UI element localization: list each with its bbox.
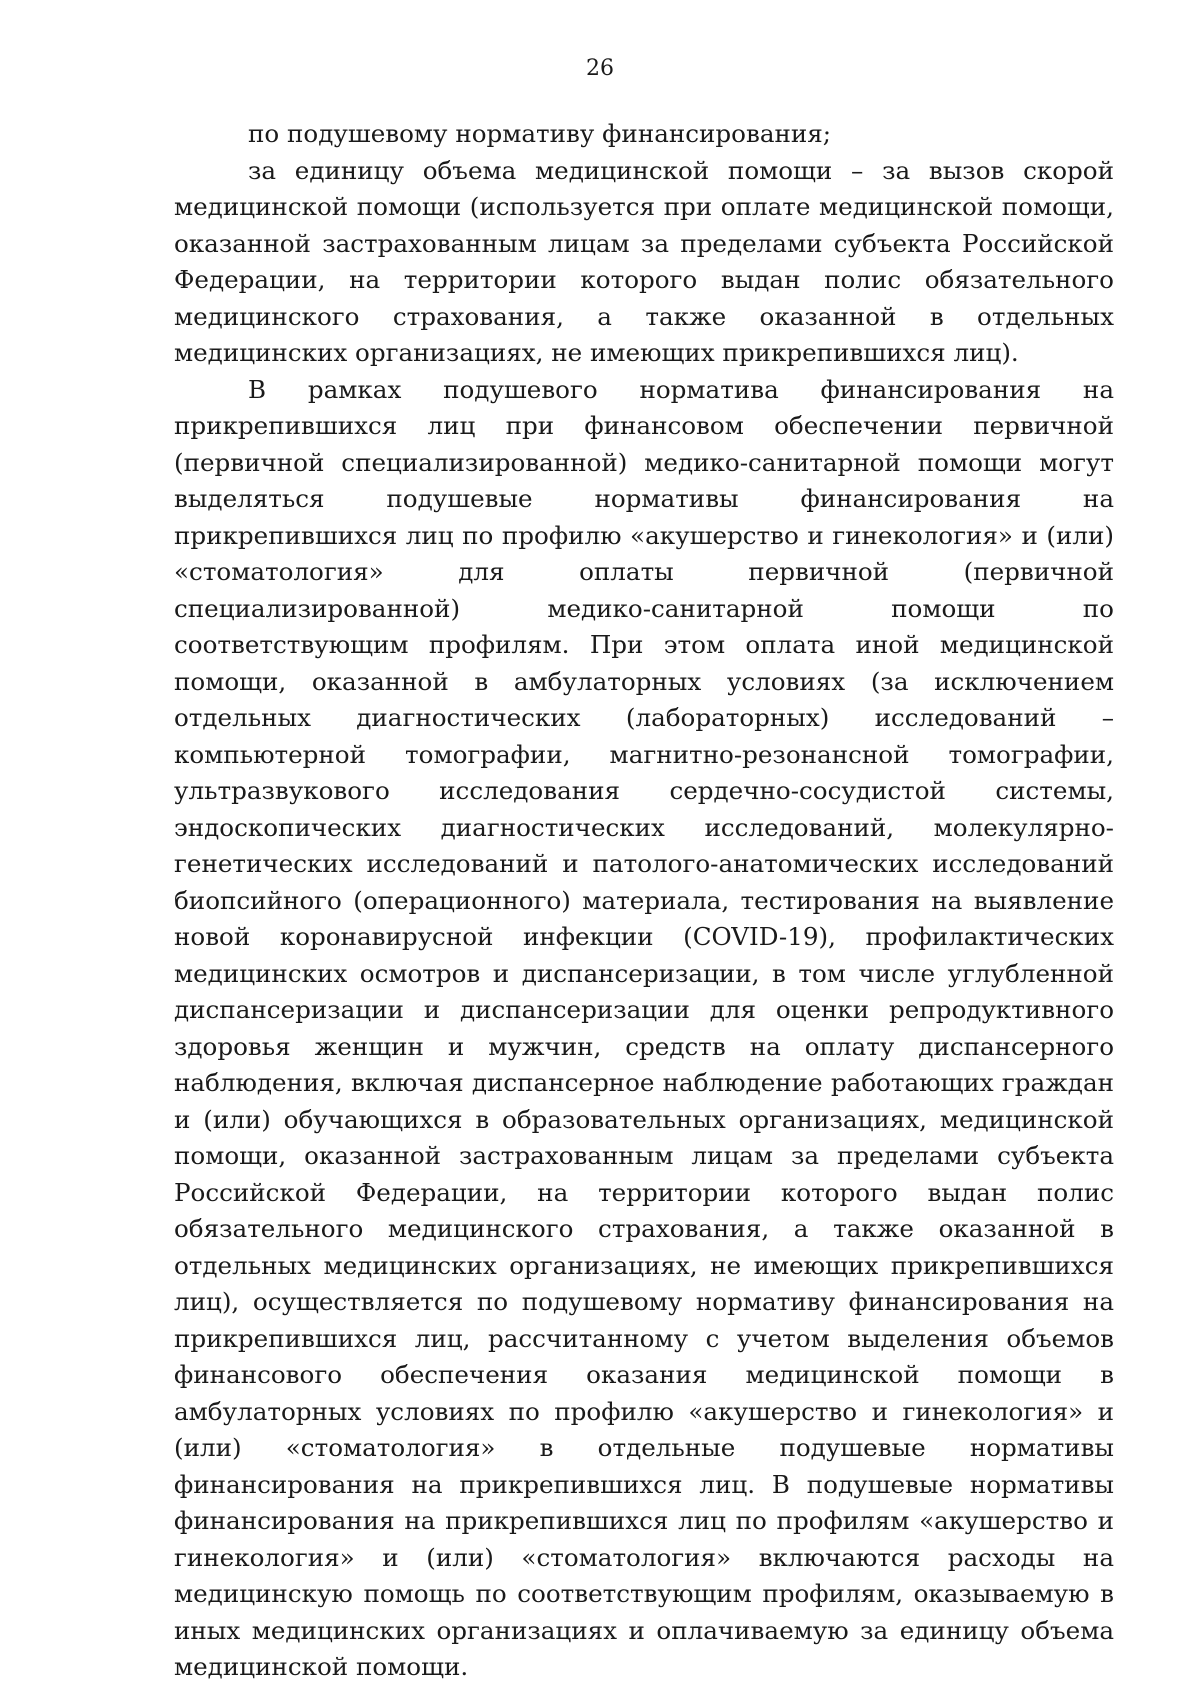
paragraph: по подушевому нормативу финансирования;	[248, 119, 832, 148]
page-number: 26	[586, 56, 614, 81]
document-body	[174, 116, 1114, 1686]
paragraph: В рамках подушевого норматива финансирования на прикрепившихся лиц при финансовом обеспечении первичной (первичной специализированной) медико-санитарной помощи могут выделяться подушевые нормативы финансирования на прикрепившихся лиц по профилю «акушерство и гинекология» и (или) «стоматология» для оплаты первичной (первичной специализированной) медико-санитарной помощи по соответствующим профилям. При этом оплата иной медицинской помощи, оказанной в амбулаторных условиях (за исключением отдельных диагностических (лабораторных) исследований – компьютерной томографии, магнитно-резонансной томографии, ультразвукового исследования сердечно-сосудистой системы, эндоскопических диагностических исследований, молекулярно-генетических исследований и патолого-анатомических исследований биопсийного (операционного) материала, тестирования на выявление новой коронавирусной инфекции (COVID-19), профилактических медицинских осмотров и диспансеризации, в том числе углубленной диспансеризации и диспансеризации для оценки репродуктивного здоровья женщин и мужчин, средств на оплату диспансерного наблюдения, включая диспансерное наблюдение работающих граждан и (или) обучающихся в образовательных организациях, медицинской помощи, оказанной застрахованным лицам за пределами субъекта Российской Федерации, на территории которого выдан полис обязательного медицинского страхования, а также оказанной в отдельных медицинских организациях, не имеющих прикрепившихся лиц), осуществляется по подушевому нормативу финансирования на прикрепившихся лиц, рассчитанному с учетом выделения объемов финансового обеспечения оказания медицинской помощи в амбулаторных условиях по профилю «акушерство и гинекология» и (или) «стоматология» в отдельные подушевые нормативы финансирования на прикрепившихся лиц. В подушевые нормативы финансирования на прикрепившихся лиц по профилям «акушерство и гинекология» и (или) «стоматология» включаются расходы на медицинскую помощь по соответствующим профилям, оказываемую в иных медицинских организациях и оплачиваемую за единицу объема медицинской помощи.	[174, 374, 1114, 1681]
paragraph: за единицу объема медицинской помощи – за вызов скорой медицинской помощи (используется при оплате медицинской помощи, оказанной застрахованным лицам за пределами субъекта Российской Федерации, на территории которого выдан полис обязательного медицинского страхования, а также оказанной в отдельных медицинских организациях, не имеющих прикрепившихся лиц).	[174, 155, 1114, 367]
